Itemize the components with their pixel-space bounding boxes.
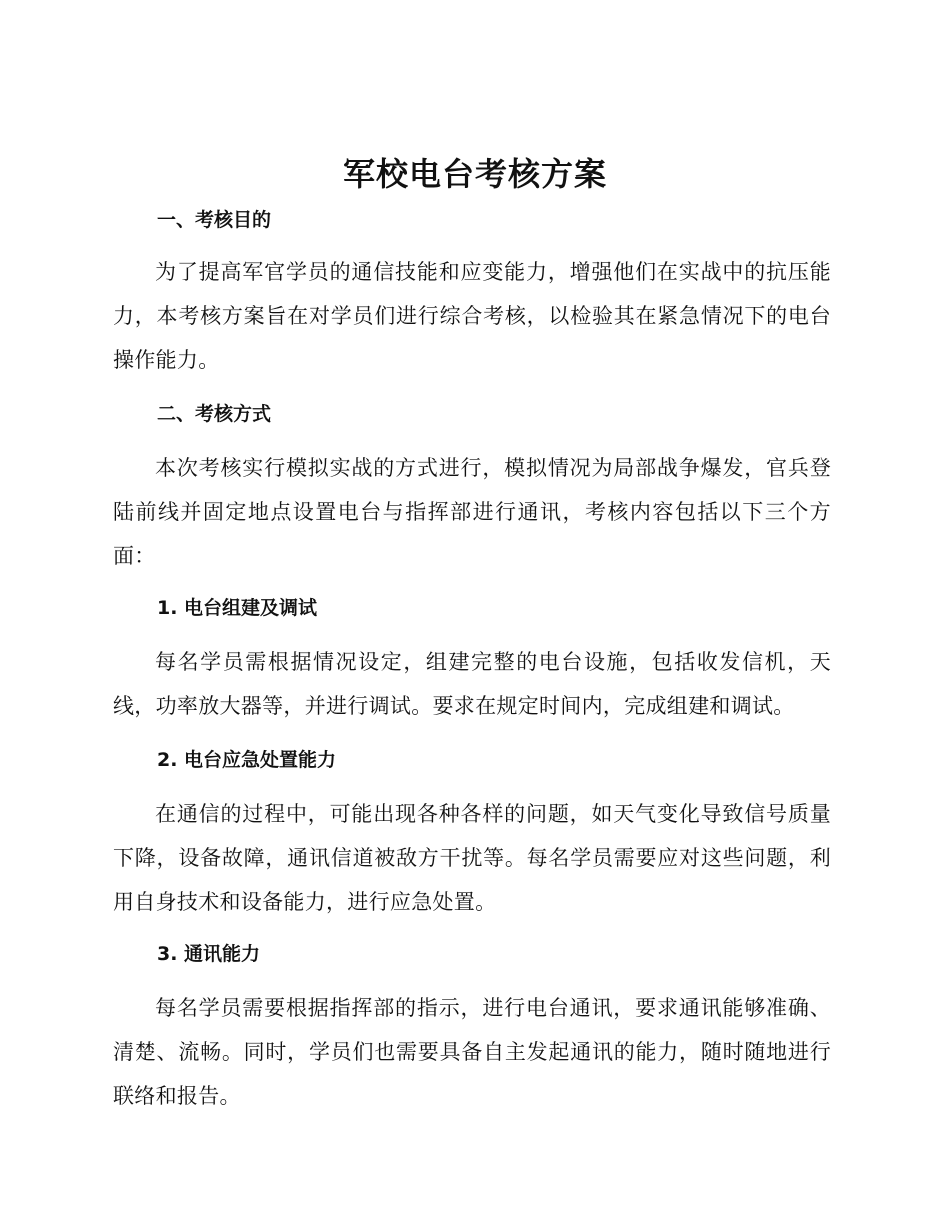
paragraph-method: 本次考核实行模拟实战的方式进行，模拟情况为局部战争爆发，官兵登陆前线并固定地点设置电台与指挥部进行通讯，考核内容包括以下三个方面：	[113, 456, 831, 568]
item-heading-setup: 1. 电台组建及调试	[157, 597, 318, 619]
item-text-communication: 每名学员需要根据指挥部的指示，进行电台通讯，要求通讯能够准确、清楚、流畅。同时，学员们也需要具备自主发起通讯的能力，随时随地进行联络和报告。	[113, 996, 831, 1108]
section-heading-method: 二、考核方式	[157, 403, 272, 425]
paragraph-purpose: 为了提高军官学员的通信技能和应变能力，增强他们在实战中的抗压能力，本考核方案旨在对学员们进行综合考核，以检验其在紧急情况下的电台操作能力。	[113, 260, 831, 372]
item-text-setup: 每名学员需根据情况设定，组建完整的电台设施，包括收发信机，天线，功率放大器等，并进行调试。要求在规定时间内，完成组建和调试。	[113, 650, 831, 718]
item-text-emergency: 在通信的过程中，可能出现各种各样的问题，如天气变化导致信号质量下降，设备故障，通讯信道被敌方干扰等。每名学员需要应对这些问题，利用自身技术和设备能力，进行应急处置。	[113, 802, 831, 914]
section-heading-purpose: 一、考核目的	[157, 209, 272, 231]
document-title: 军校电台考核方案	[342, 155, 607, 193]
item-heading-emergency: 2. 电台应急处置能力	[157, 749, 337, 771]
item-heading-communication: 3. 通讯能力	[157, 943, 261, 965]
